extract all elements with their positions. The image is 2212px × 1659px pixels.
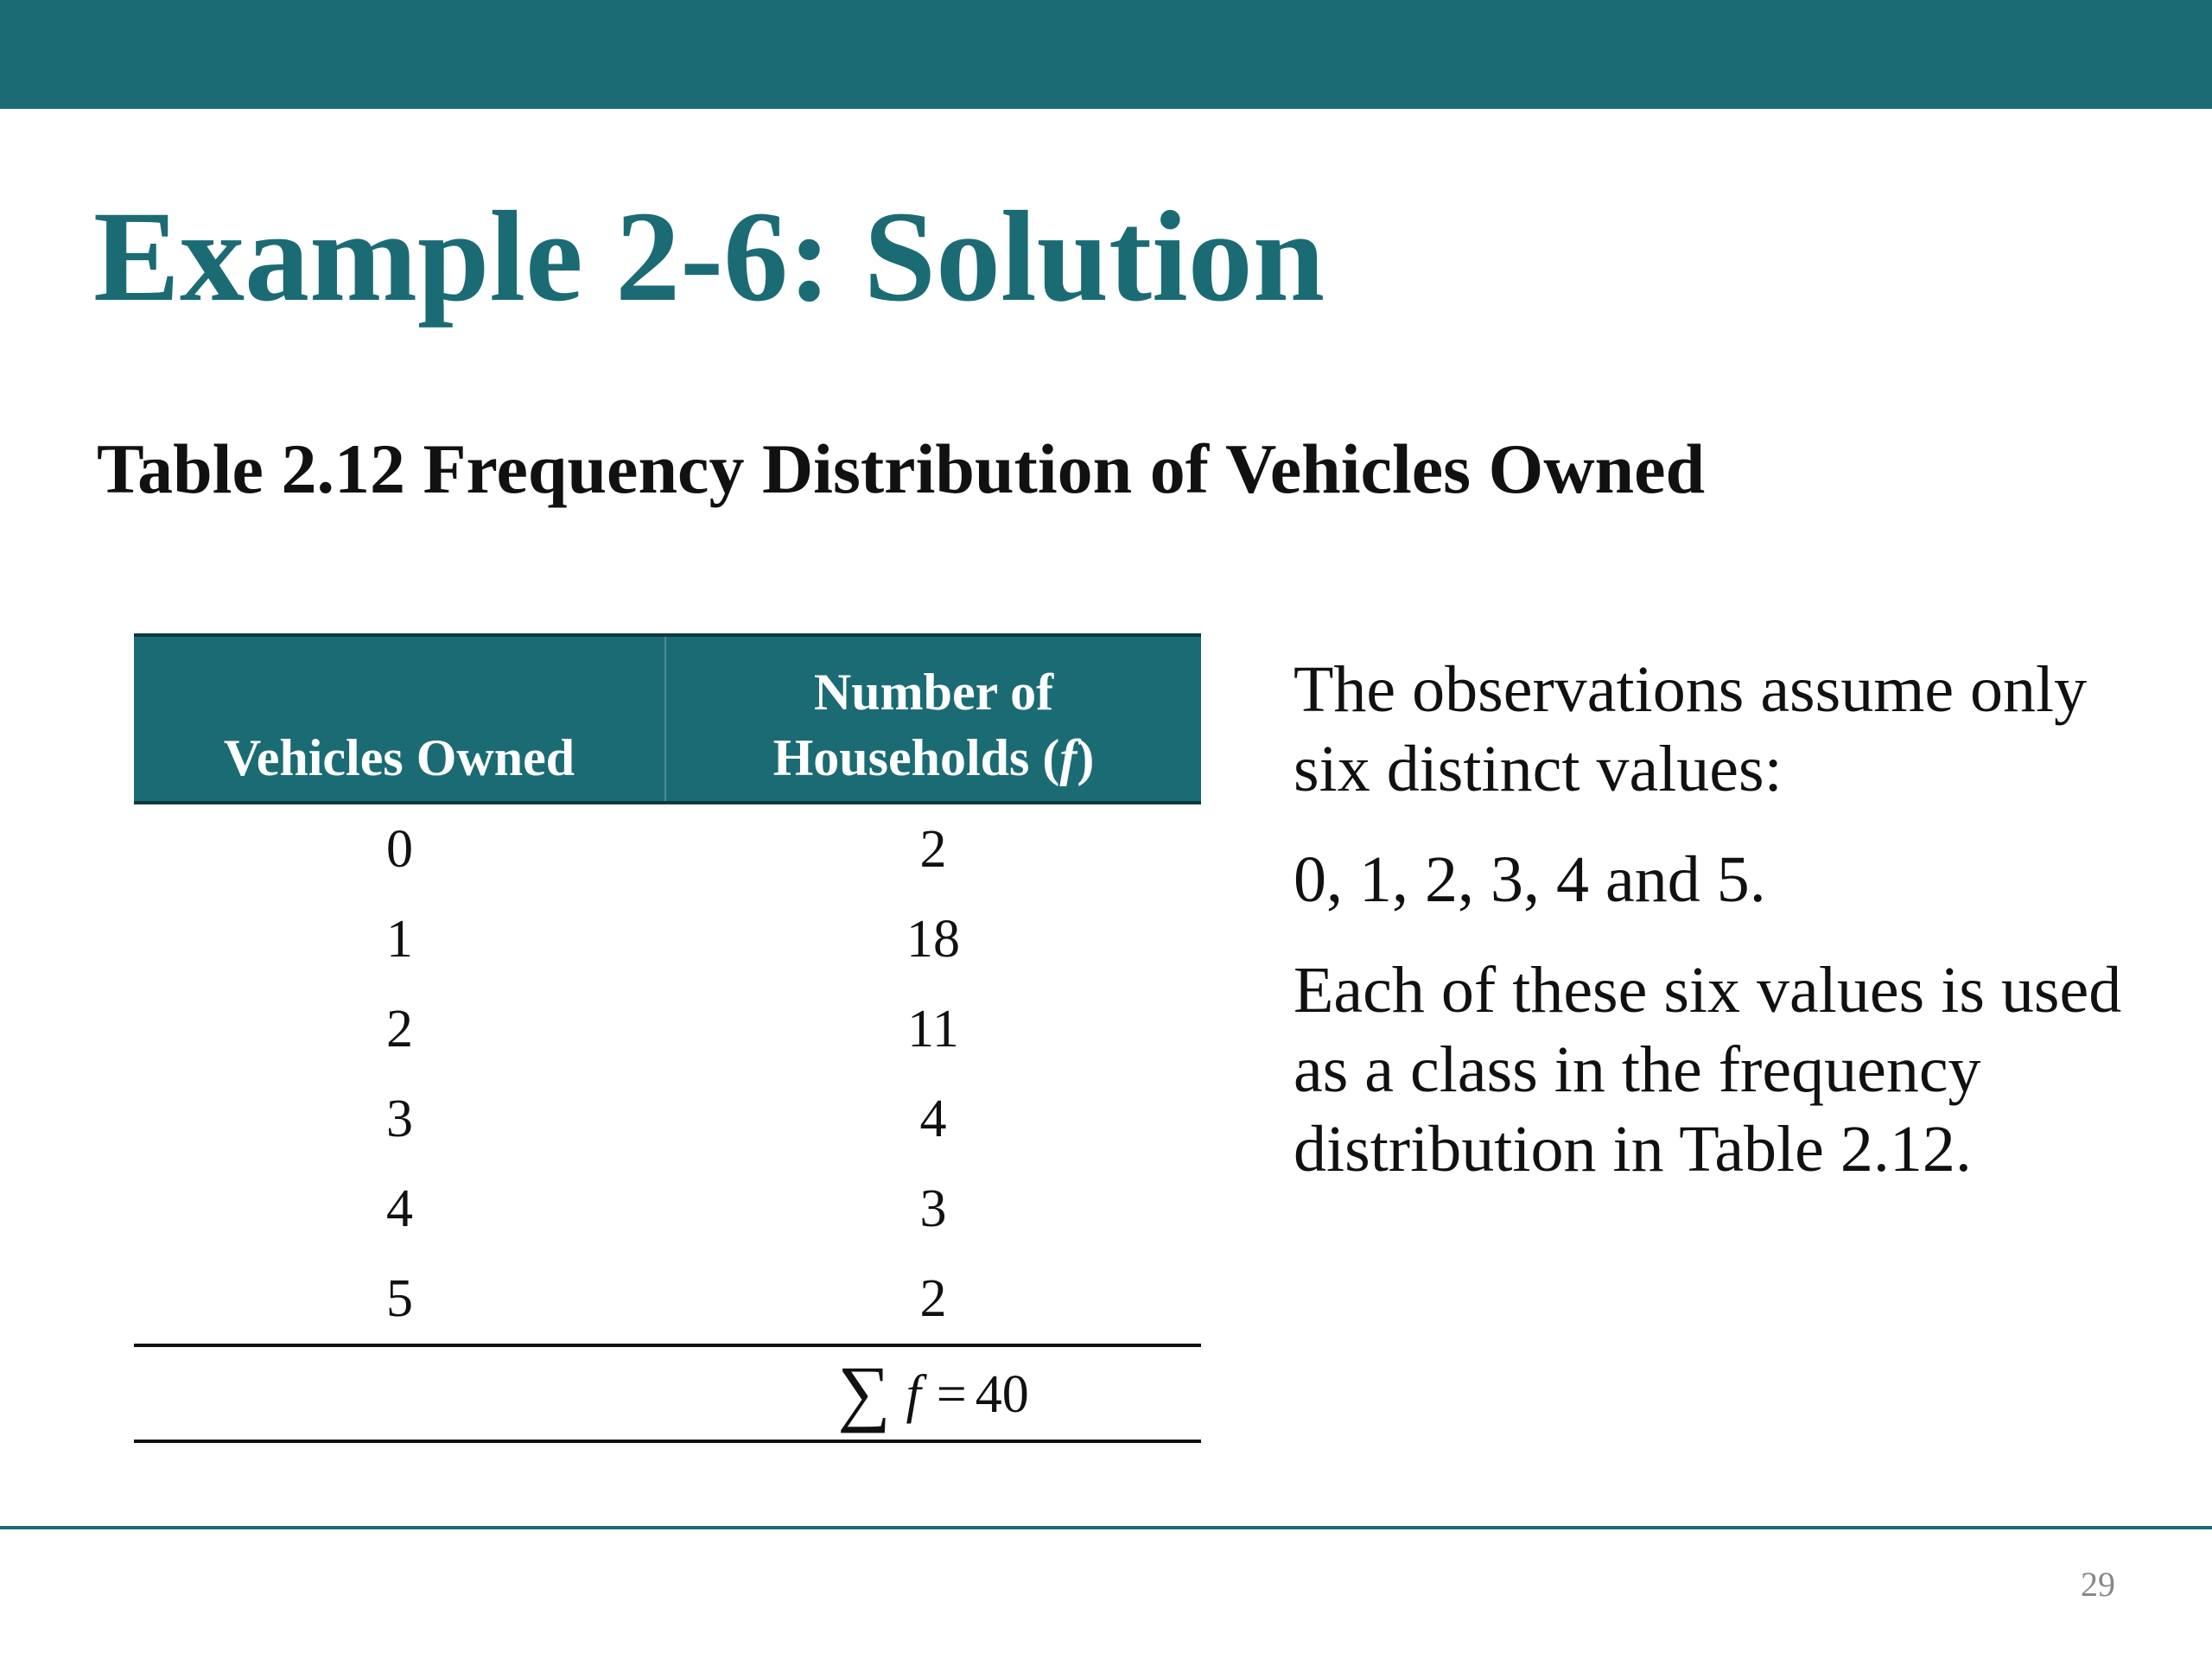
table-row	[134, 1164, 1201, 1254]
table-caption: Table 2.12 Frequency Distribution of Vehicles Owned	[97, 429, 1706, 508]
total-equals-sign: =	[936, 1365, 967, 1424]
total-row	[134, 1345, 1201, 1441]
total-sum-cell	[665, 1345, 1201, 1441]
total-f-symbol: f	[906, 1365, 921, 1424]
total-empty-cell	[134, 1345, 665, 1441]
total-value: 40	[975, 1365, 1029, 1424]
description-paragraph-1: The observations assume only six distinct values:	[1294, 653, 2088, 805]
vehicles-cell: 5	[386, 1269, 413, 1328]
households-cell: 18	[906, 910, 960, 969]
description-paragraph-2: 0, 1, 2, 3, 4 and 5.	[1294, 843, 1766, 916]
header-line-1: Number of	[813, 664, 1054, 721]
vehicles-cell: 4	[386, 1179, 413, 1238]
header-f-symbol: f	[1059, 729, 1077, 786]
households-cell: 2	[919, 1269, 947, 1328]
page-number: 29	[2081, 1565, 2115, 1604]
table-row	[134, 1074, 1201, 1164]
footer-divider	[0, 1526, 2212, 1529]
table-row	[134, 803, 1201, 894]
sigma-symbol: ∑	[837, 1351, 891, 1433]
top-banner	[0, 0, 2212, 109]
vehicles-cell: 2	[386, 1000, 413, 1058]
households-cell: 3	[919, 1179, 947, 1238]
vehicles-cell: 0	[386, 820, 413, 879]
description-text	[1294, 650, 2158, 1220]
households-cell: 11	[907, 1000, 959, 1058]
table-row	[134, 984, 1201, 1074]
slide-title: Example 2-6: Solution	[93, 185, 1325, 328]
frequency-table	[134, 633, 1201, 1443]
header-vehicles-owned: Vehicles Owned	[134, 635, 665, 803]
header-number-of-households	[665, 635, 1201, 803]
vehicles-cell: 1	[386, 910, 413, 969]
table-header-row	[134, 635, 1201, 803]
households-cell: 2	[919, 820, 947, 879]
header-line-2-prefix: Households (	[772, 729, 1060, 786]
table-row	[134, 1254, 1201, 1345]
vehicles-cell: 3	[386, 1090, 413, 1148]
header-line-2-suffix: )	[1077, 729, 1095, 786]
description-paragraph-3: Each of these six values is used as a class in the frequency distribution in Table 2.12.	[1294, 954, 2122, 1185]
households-cell: 4	[919, 1090, 947, 1148]
table-row	[134, 894, 1201, 984]
